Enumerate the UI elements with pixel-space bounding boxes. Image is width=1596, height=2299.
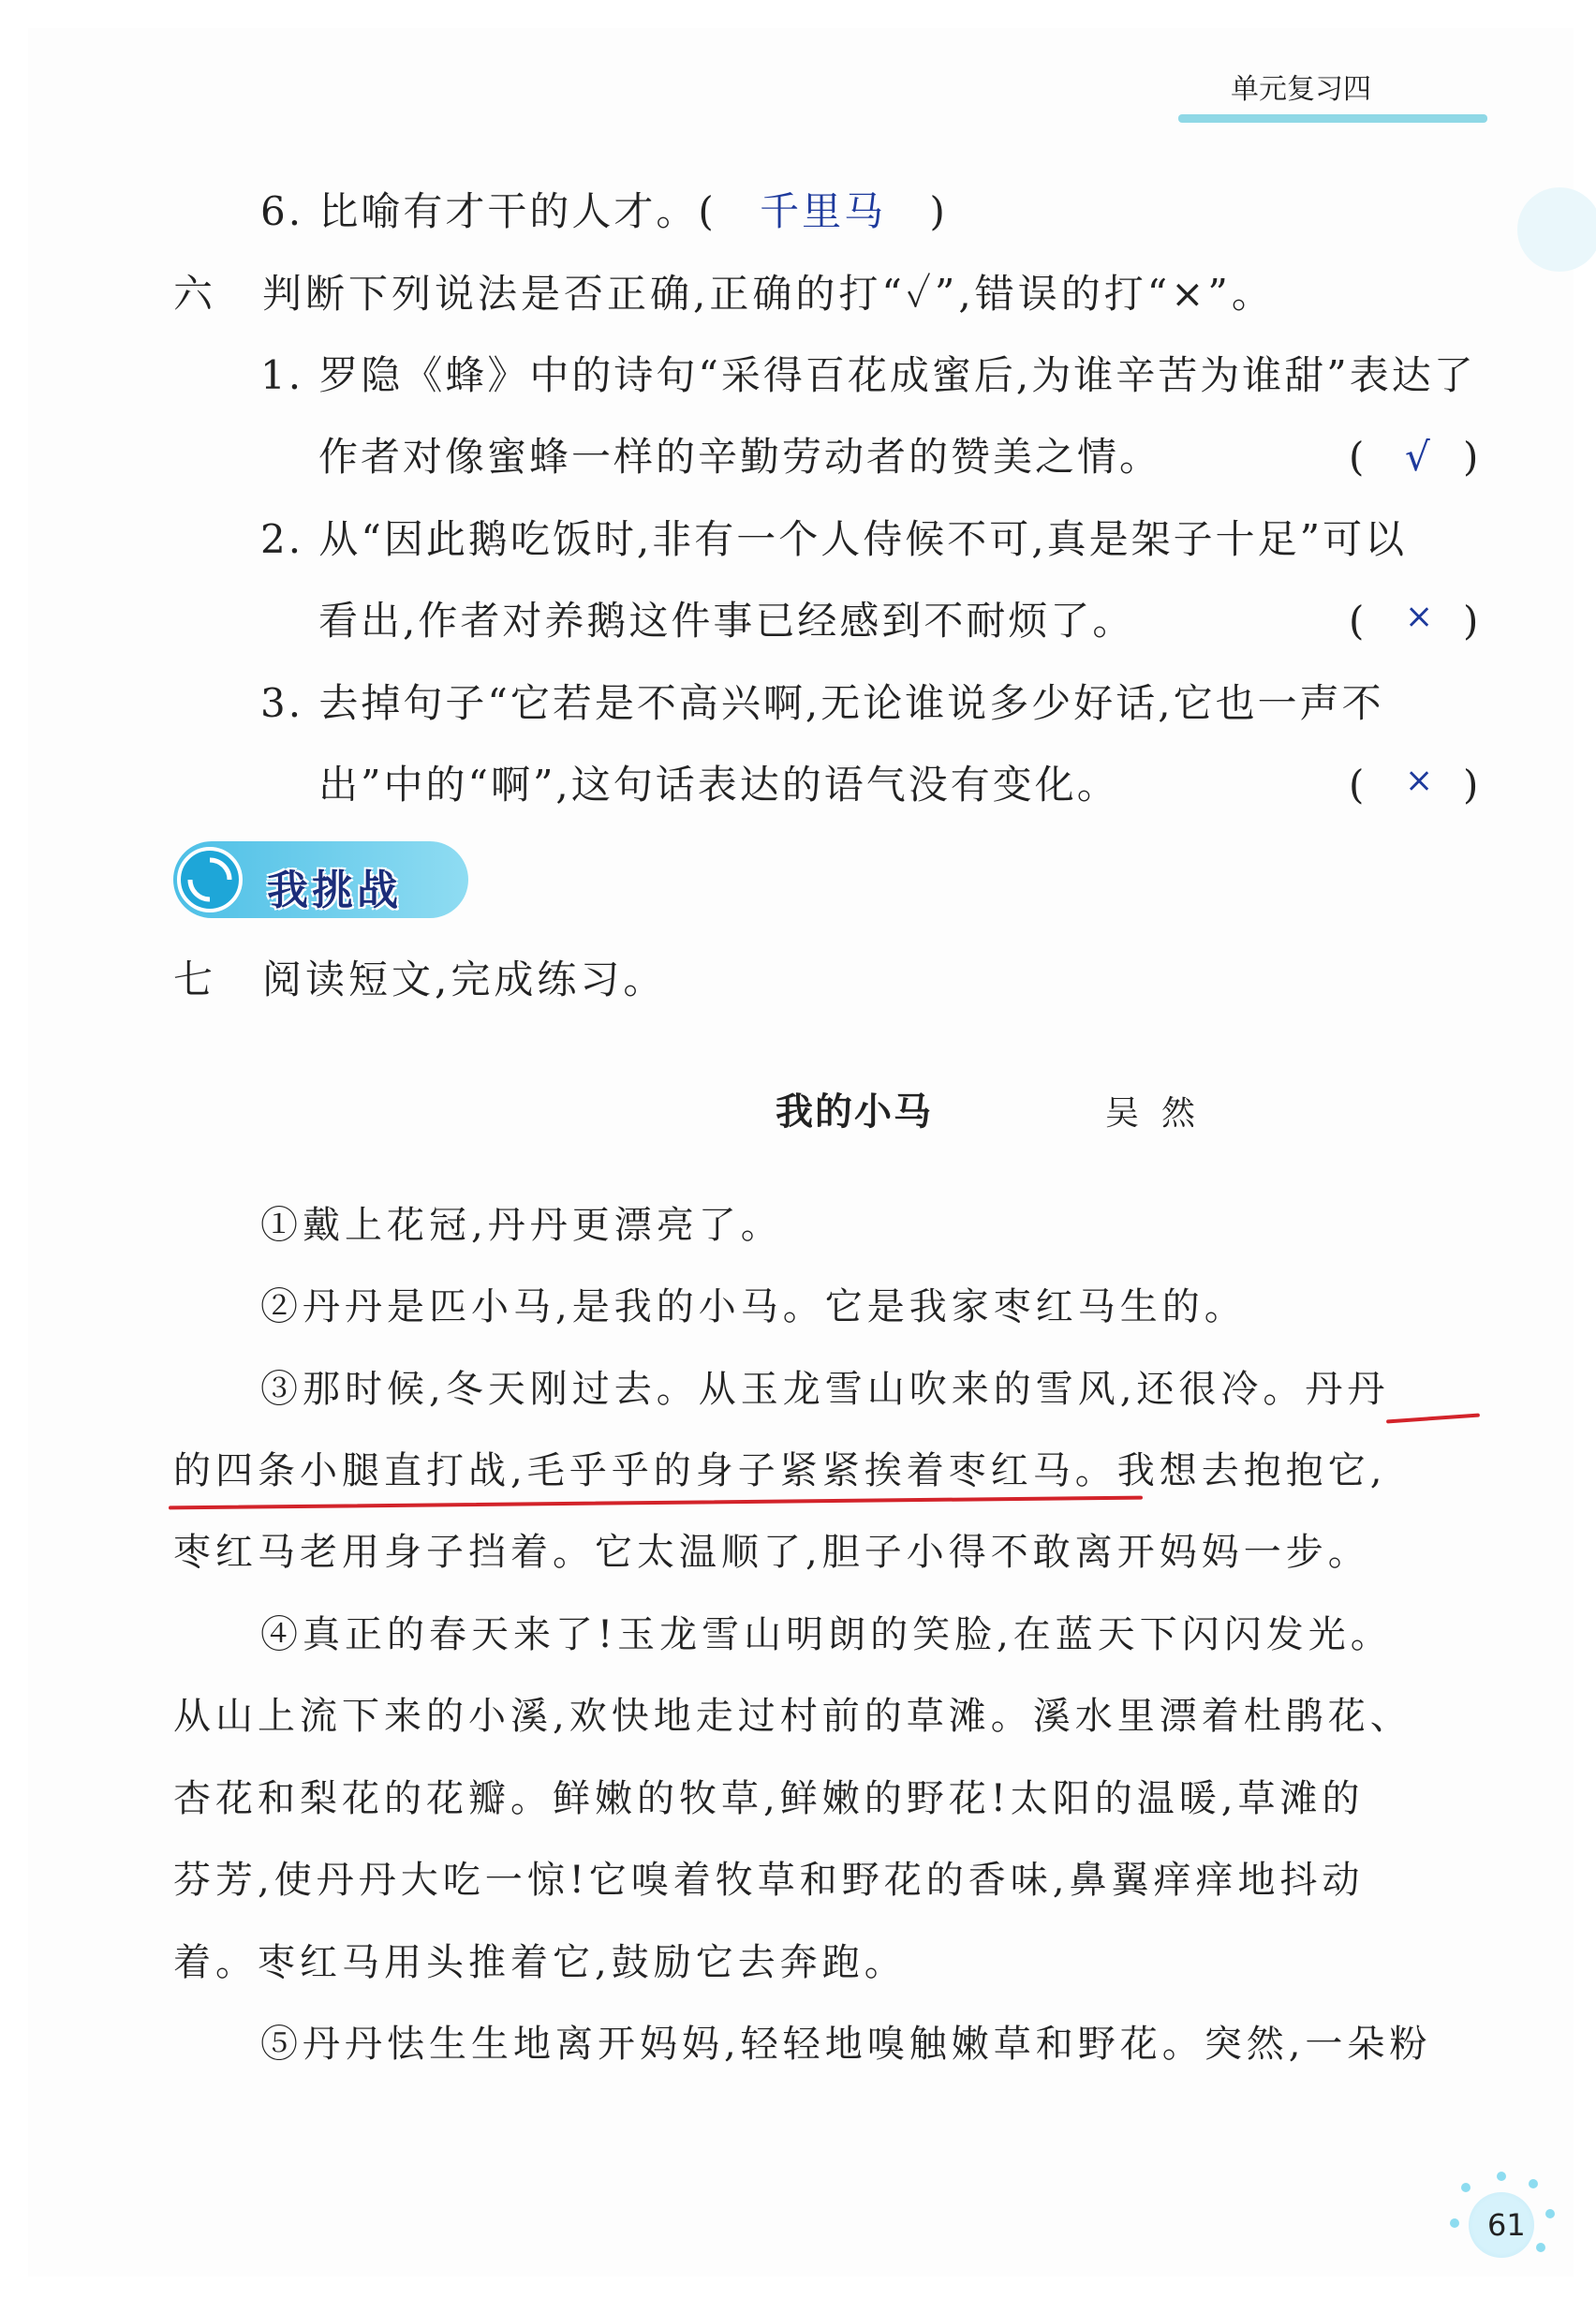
page-number-dot [1461, 2183, 1470, 2192]
item-3-answer: × [1405, 762, 1434, 800]
item-3-line-2: 出”中的“啊”,这句话表达的语气没有变化。 [318, 762, 1119, 808]
item-2-paren-close: ) [1463, 598, 1479, 644]
section-6-instruction: 判断下列说法是否正确,正确的打“✓”,错误的打“×”。 [262, 271, 1275, 317]
page-number-dot [1545, 2209, 1555, 2218]
item-1-paren-open: ( [1349, 434, 1365, 480]
item-3-paren-close: ) [1463, 762, 1479, 808]
item-1-answer: √ [1405, 434, 1430, 480]
passage-line-8: 杏花和梨花的花瓣。鲜嫩的牧草,鲜嫩的野花!太阳的温暖,草滩的 [173, 1777, 1365, 1820]
item-1-line-1: 1. 罗隐《蜂》中的诗句“采得百花成蜜后,为谁辛苦为谁甜”表达了 [260, 352, 1476, 398]
challenge-badge-label: 我挑战 [267, 867, 402, 914]
passage-line-6: ④真正的春天来了!玉龙雪山明朗的笑脸,在蓝天下闪闪发光。 [260, 1613, 1393, 1656]
header-decoration [1517, 187, 1596, 272]
section-header-label: 单元复习四 [1231, 73, 1371, 106]
section-7-instruction: 阅读短文,完成练习。 [262, 957, 667, 1002]
page-number-dot [1536, 2243, 1545, 2252]
item-1-line-2: 作者对像蜜蜂一样的辛勤劳动者的赞美之情。 [318, 434, 1162, 480]
page-number-dot [1497, 2172, 1506, 2181]
question-6 [260, 188, 948, 234]
item-2-line-2: 看出,作者对养鹅这件事已经感到不耐烦了。 [318, 598, 1135, 644]
swirl-icon [181, 851, 239, 909]
page-number-dot [1529, 2179, 1538, 2188]
passage-line-3: ③那时候,冬天刚过去。从玉龙雪山吹来的雪风,还很冷。丹丹 [260, 1368, 1390, 1411]
passage-line-7: 从山上流下来的小溪,欢快地走过村前的草滩。溪水里漂着杜鹃花、 [173, 1695, 1412, 1738]
passage-line-2: ②丹丹是匹小马,是我的小马。它是我家枣红马生的。 [260, 1285, 1247, 1328]
passage-line-4: 的四条小腿直打战,毛乎乎的身子紧紧挨着枣红马。我想去抱抱它, [173, 1449, 1387, 1492]
challenge-badge [173, 841, 468, 918]
passage-line-9: 芬芳,使丹丹大吃一惊!它嗅着牧草和野花的香味,鼻翼痒痒地抖动 [173, 1859, 1365, 1902]
question-6-answer: 千里马 [760, 188, 887, 234]
item-3-paren-open: ( [1349, 762, 1365, 808]
challenge-badge-icon [177, 847, 243, 912]
item-2-answer: × [1405, 598, 1434, 636]
item-3-line-1: 3. 去掉句子“它若是不高兴啊,无论谁说多少好话,它也一声不 [260, 680, 1384, 726]
section-7-number: 七 [173, 957, 216, 1002]
passage-line-1: ①戴上花冠,丹丹更漂亮了。 [260, 1204, 783, 1247]
page-number: 61 [1487, 2207, 1526, 2243]
passage-author: 吴然 [1105, 1094, 1219, 1133]
passage-line-5: 枣红马老用身子挡着。它太温顺了,胆子小得不敢离开妈妈一步。 [173, 1531, 1370, 1574]
page-number-dot [1450, 2218, 1459, 2228]
item-2-line-1: 2. 从“因此鹅吃饭时,非有一个人侍候不可,真是架子十足”可以 [260, 516, 1408, 562]
section-6-number: 六 [173, 271, 216, 317]
question-6-close: ) [929, 188, 948, 234]
passage-title: 我的小马 [776, 1090, 933, 1134]
item-2-paren-open: ( [1349, 598, 1365, 644]
passage-line-10: 着。枣红马用头推着它,鼓励它去奔跑。 [173, 1941, 907, 1984]
header-accent-bar [1178, 114, 1487, 123]
question-6-text: 6. 比喻有才干的人才。( [260, 188, 717, 234]
passage-line-11: ⑤丹丹怯生生地离开妈妈,轻轻地嗅触嫩草和野花。突然,一朵粉 [260, 2023, 1432, 2066]
item-1-paren-close: ) [1463, 434, 1479, 480]
